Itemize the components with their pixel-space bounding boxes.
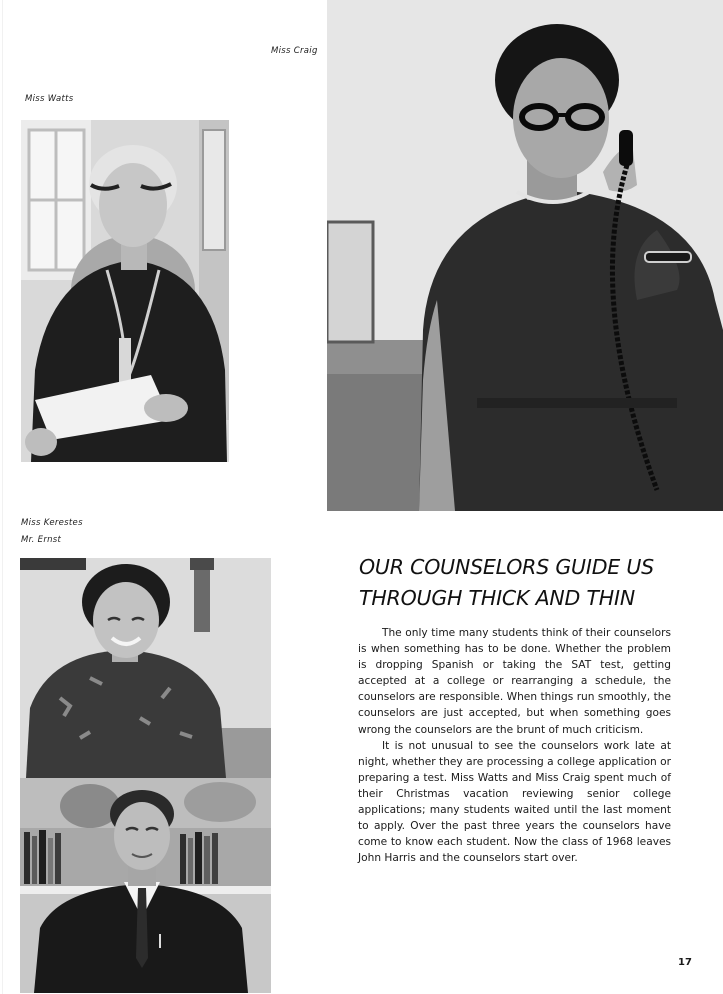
photo-miss-watts	[21, 120, 229, 462]
photo-miss-kerestes	[20, 558, 271, 778]
portrait-man-in-suit-photo	[20, 778, 271, 993]
portrait-smiling-woman-photo	[20, 558, 271, 778]
page-edge	[2, 0, 3, 994]
caption-miss-craig: Miss Craig	[271, 46, 318, 56]
portrait-woman-on-telephone-photo	[327, 0, 723, 511]
portrait-woman-holding-papers-photo	[21, 120, 229, 462]
caption-miss-watts: Miss Watts	[25, 94, 74, 104]
article-paragraph: The only time many students think of their counselors is when something has to be done. Whether the problem is dropping Spanish or taking the SAT test, getting accepted at a college or rearranging a schedule, the counselors are responsible. When things run smoothly, the counselors are just accepted, but when something goes wrong the counselors are the brunt of much criticism.	[358, 627, 671, 736]
page-number: 17	[678, 957, 692, 968]
article-paragraph: It is not unusual to see the counselors work late at night, whether they are processing a college application or preparing a test. Miss Watts and Miss Craig spent much of their Christmas vacation reviewing senior college applications; many students waited until the last moment to apply. Over the past three years the counselors have come to know each student. Now the class of 1968 leaves John Harris and the counselors start over.	[358, 739, 671, 865]
article-body	[358, 625, 671, 866]
headline-line-1: OUR COUNSELORS GUIDE US	[359, 555, 654, 579]
headline-line-2: THROUGH THICK AND THIN	[359, 586, 635, 610]
caption-miss-kerestes: Miss Kerestes	[21, 518, 83, 528]
photo-mr-ernst	[20, 778, 271, 993]
article-headline	[359, 552, 689, 614]
photo-miss-craig	[327, 0, 723, 511]
caption-mr-ernst: Mr. Ernst	[21, 535, 62, 545]
